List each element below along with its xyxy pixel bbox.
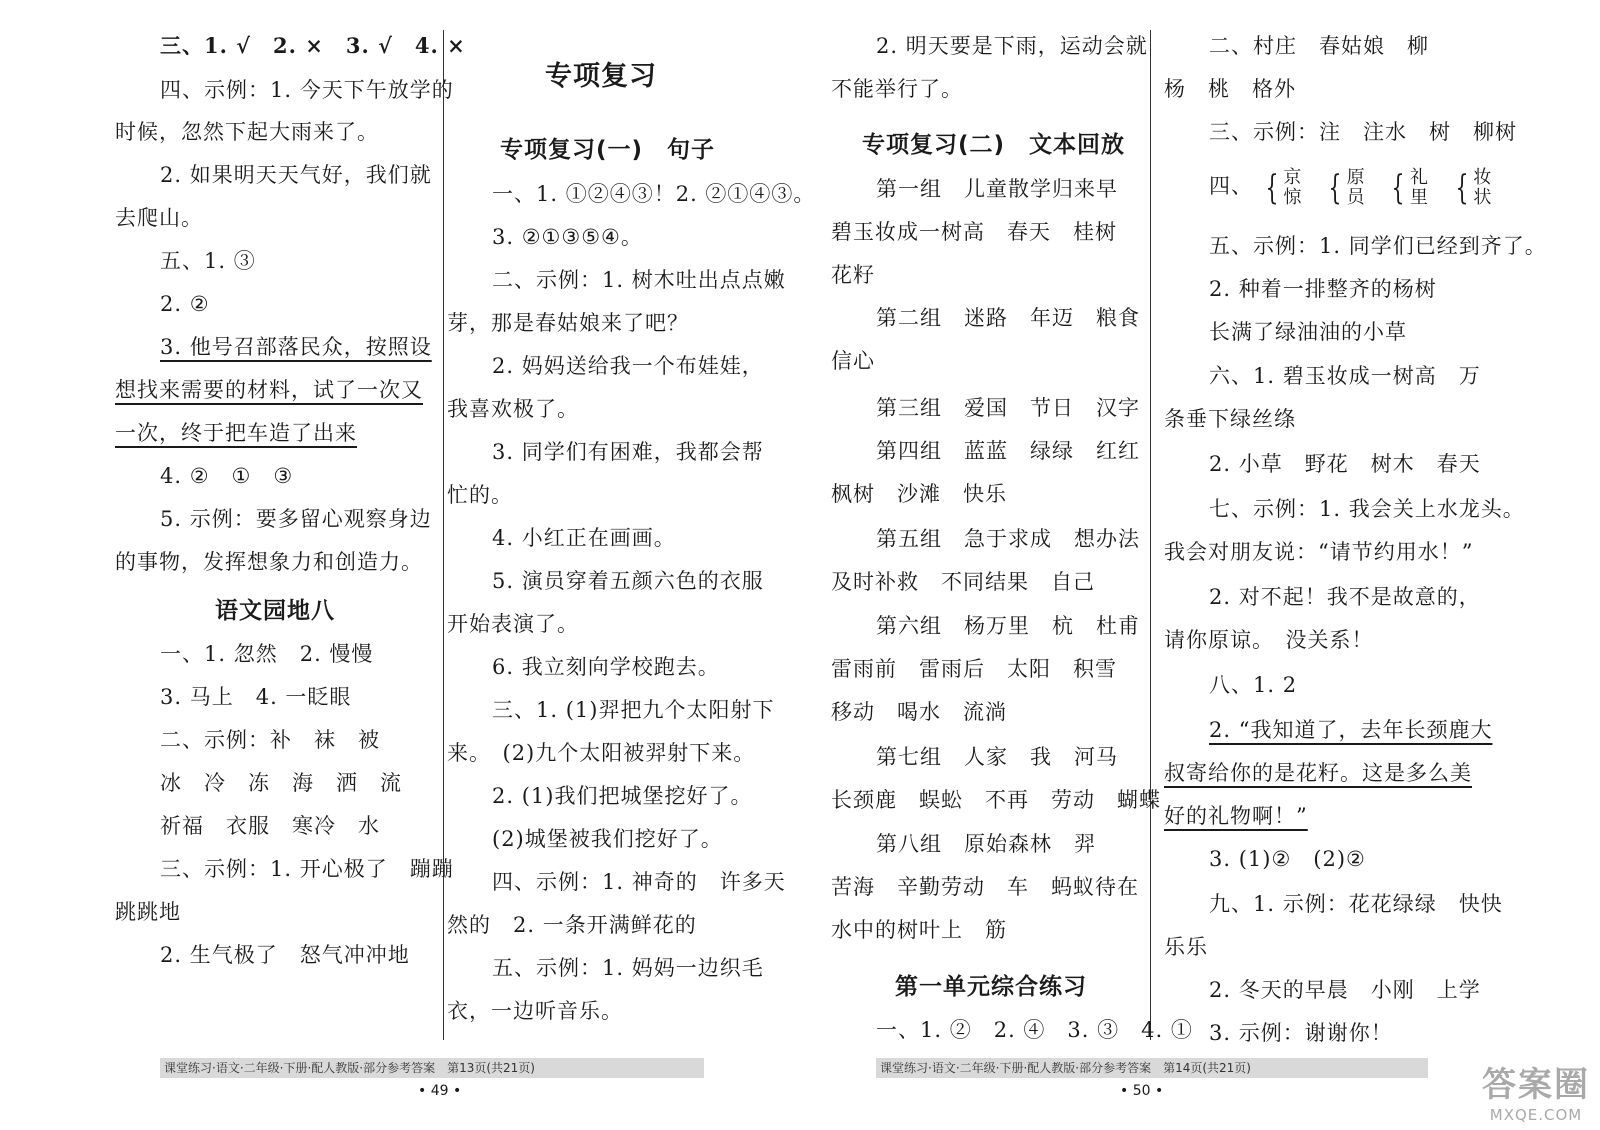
answer-line: 芽，那是春姑娘来了吧？: [447, 311, 689, 335]
answer-line: 然的 2. 一条开满鲜花的: [447, 913, 697, 937]
answer-line: 来。 (2)九个太阳被羿射下来。: [447, 741, 756, 765]
answer-line: 水中的树叶上 筋: [831, 918, 1007, 942]
answer-line: 条垂下绿丝绦: [1164, 407, 1296, 431]
answer-line: 时候，忽然下起大雨来了。: [115, 120, 379, 144]
answer-line: 祈福 衣服 寒冷 水: [160, 814, 380, 838]
answer-line: 5. 示例：要多留心观察身边: [160, 507, 432, 531]
answer-line: 苦海 辛勤劳动 车 蚂蚁待在: [831, 875, 1139, 899]
answer-line: 4. ② ① ③: [160, 464, 294, 488]
answer-line: 2. ②: [160, 292, 210, 316]
answer-line: 冰 冷 冻 海 洒 流: [160, 771, 402, 795]
page-number-right: • 50 •: [1120, 1083, 1164, 1099]
answer-line: 2. 种着一排整齐的杨树: [1209, 277, 1437, 301]
section-heading: 第一单元综合练习: [895, 974, 1087, 1000]
answer-line: 4. 小红正在画画。: [492, 526, 676, 550]
answer-line: 5. 演员穿着五颜六色的衣服: [492, 569, 764, 593]
answer-line: (2)城堡被我们挖好了。: [492, 827, 723, 851]
answer-line: 3. 示例：谢谢你！: [1209, 1021, 1393, 1045]
answer-line: 3. 马上 4. 一眨眼: [160, 685, 352, 709]
answer-line: 第七组 人家 我 河马: [876, 745, 1118, 769]
answer-line: 2. 小草 野花 树木 春天: [1209, 452, 1481, 476]
answer-line: 三、示例：1. 开心极了 蹦蹦: [160, 857, 454, 881]
answer-line: 请你原谅。 没关系！: [1164, 628, 1374, 652]
answer-line: 三、1. (1)羿把九个太阳射下: [492, 698, 775, 722]
answer-prefix: 四、: [1209, 174, 1253, 198]
answer-line: 第一组 儿童散学归来早: [876, 177, 1118, 201]
answer-line: 第八组 原始森林 羿: [876, 832, 1096, 856]
answer-line: 碧玉妆成一树高 春天 桂树: [831, 220, 1117, 244]
answer-line: 第三组 爱国 节日 汉字: [876, 396, 1140, 420]
watermark-logo: [1482, 1057, 1590, 1124]
answer-line: 杨 桃 格外: [1164, 77, 1296, 101]
answer-line: 跳跳地: [115, 900, 181, 924]
answer-line: 的事物，发挥想象力和创造力。: [115, 550, 423, 574]
answer-line: 6. 我立刻向学校跑去。: [492, 655, 720, 679]
answer-line: 3. ②①③⑤④。: [492, 225, 643, 249]
page-footer-right: 课堂练习·语文·二年级·下册·配人教版·部分参考答案 第14页(共21页): [876, 1058, 1428, 1078]
answer-line: 我会对朋友说：“请节约用水！”: [1164, 540, 1474, 564]
page-footer-left: 课堂练习·语文·二年级·下册·配人教版·部分参考答案 第13页(共21页): [160, 1058, 704, 1078]
answer-line: 二、示例：补 袜 被: [160, 728, 380, 752]
page-title: 专项复习: [545, 61, 657, 92]
answer-line: 2. 生气极了 怒气冲冲地: [160, 943, 410, 967]
answer-line: 想找来需要的材料，试了一次又: [115, 378, 423, 402]
answer-line: 五、示例：1. 妈妈一边织毛: [492, 956, 764, 980]
answer-line: 三、示例：注 注水 树 柳树: [1209, 120, 1517, 144]
answer-line: 乐乐: [1164, 935, 1208, 959]
answer-line: 2. “我知道了，去年长颈鹿大: [1209, 718, 1493, 742]
answer-line: 五、示例：1. 同学们已经到齐了。: [1209, 234, 1547, 258]
answer-line: 八、1. 2: [1209, 673, 1298, 697]
answer-line: 一次，终于把车造了出来: [115, 421, 357, 445]
answer-line: 第二组 迷路 年迈 粮食: [876, 306, 1140, 330]
answer-line: 花籽: [831, 263, 875, 287]
brace-group: { 礼 里: [1391, 166, 1429, 208]
answer-line: 忙的。: [447, 483, 513, 507]
answer-line: 第五组 急于求成 想办法: [876, 527, 1140, 551]
answer-line: 七、示例：1. 我会关上水龙头。: [1209, 497, 1525, 521]
answer-line: 九、1. 示例：花花绿绿 快快: [1209, 892, 1503, 916]
answer-line: 2. 如果明天天气好，我们就: [160, 163, 432, 187]
answer-line: 第六组 杨万里 杭 杜甫: [876, 614, 1140, 638]
answer-line: 五、1. ③: [160, 249, 256, 273]
page-number-left: • 49 •: [418, 1083, 462, 1099]
column-divider-right: [1150, 30, 1151, 1040]
answer-line: 及时补救 不同结果 自己: [831, 570, 1095, 594]
answer-line: 2. 妈妈送给我一个布娃娃，: [492, 354, 764, 378]
answer-line: 一、1. 忽然 2. 慢慢: [160, 642, 374, 666]
answer-line: 3. (1)② (2)②: [1209, 847, 1366, 871]
answer-line: 信心: [831, 349, 875, 373]
answer-line: 2. (1)我们把城堡挖好了。: [492, 784, 753, 808]
watermark-domain: MXQE.COM: [1489, 1106, 1583, 1124]
brace-group: { 京 惊: [1265, 166, 1303, 208]
brace-group: { 原 员: [1328, 166, 1366, 208]
answer-line: 雷雨前 雷雨后 太阳 积雪: [831, 657, 1117, 681]
section-heading: 专项复习(二) 文本回放: [862, 132, 1126, 158]
column-divider-left: [443, 30, 444, 1040]
answer-line: 二、村庄 春姑娘 柳: [1209, 34, 1429, 58]
answer-line: 叔寄给你的是花籽。这是多么美: [1164, 761, 1472, 785]
answer-line: 开始表演了。: [447, 612, 579, 636]
answer-line: 四、示例：1. 神奇的 许多天: [492, 870, 786, 894]
answer-line: 六、1. 碧玉妆成一树高 万: [1209, 364, 1481, 388]
answer-line: 长满了绿油油的小草: [1209, 320, 1407, 344]
answer-line: 不能举行了。: [831, 77, 963, 101]
answer-line: 二、示例：1. 树木吐出点点嫩: [492, 268, 786, 292]
answer-line: 3. 同学们有困难，我都会帮: [492, 440, 764, 464]
section-heading: 专项复习(一) 句子: [500, 137, 716, 163]
answer-line: 3. 他号召部落民众，按照设: [160, 335, 432, 359]
answer-line: 枫树 沙滩 快乐: [831, 482, 1007, 506]
answer-line: 好的礼物啊！”: [1164, 804, 1308, 828]
answer-line: 第四组 蓝蓝 绿绿 红红: [876, 439, 1140, 463]
brace-group: { 妆 状: [1455, 166, 1493, 208]
answer-line: 2. 对不起！我不是故意的，: [1209, 585, 1481, 609]
answer-line: 三、1. √ 2. × 3. √ 4. ×: [160, 33, 466, 58]
answer-line: 一、1. ② 2. ④ 3. ③ 4. ①: [876, 1018, 1193, 1042]
answer-line: 四、示例：1. 今天下午放学的: [160, 78, 454, 102]
answer-line: 去爬山。: [115, 206, 203, 230]
answer-line: 长颈鹿 蜈蚣 不再 劳动 蝴蝶: [831, 788, 1161, 812]
section-heading: 语文园地八: [215, 598, 335, 624]
brace-groups: [1209, 164, 1506, 208]
answer-line: 一、1. ①②④③！2. ②①④③。: [492, 182, 816, 206]
answer-line: 移动 喝水 流淌: [831, 700, 1007, 724]
answer-line: 2. 冬天的早晨 小刚 上学: [1209, 978, 1481, 1002]
answer-line: 我喜欢极了。: [447, 397, 579, 421]
watermark-title: 答案圈: [1482, 1065, 1590, 1105]
answer-line: 2. 明天要是下雨，运动会就: [876, 34, 1148, 58]
answer-line: 衣，一边听音乐。: [447, 999, 623, 1023]
